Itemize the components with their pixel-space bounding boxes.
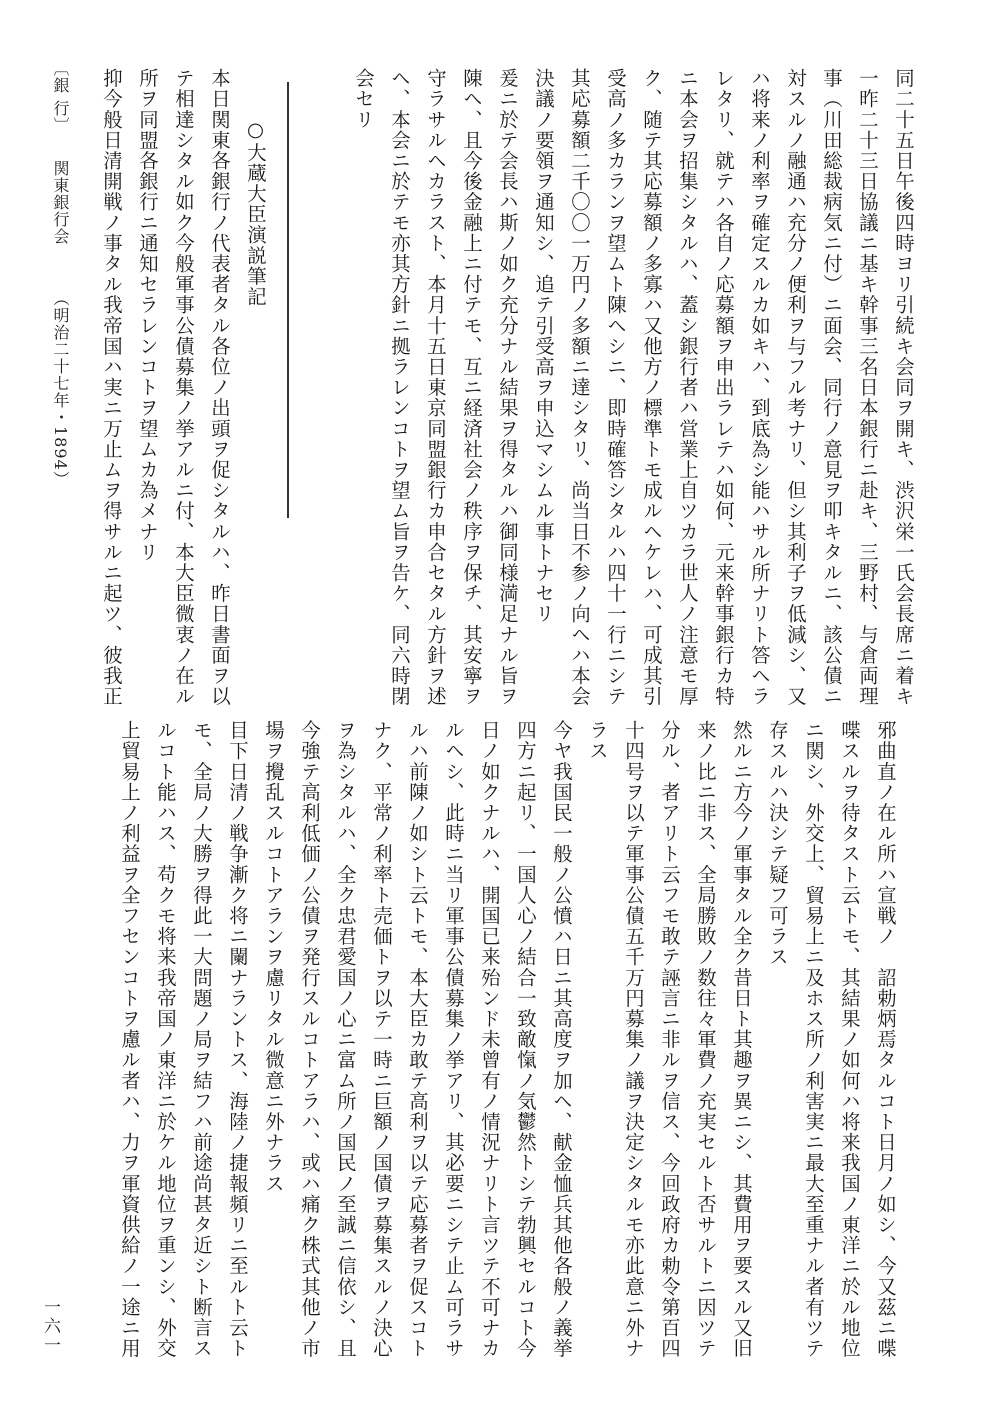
text-column: 然ルニ方今ノ軍事タル全ク昔日ト其趣ヲ異ニシ、其費用ヲ要スル又旧 — [730, 720, 753, 1359]
text-column: 対スルノ融通ハ充分ノ便利ヲ与フル考ナリ、但シ其利子ヲ低減シ、又 — [784, 68, 807, 707]
text-column: レタリ、就テハ各自ノ応募額ヲ申出ラレテハ如何、元来幹事銀行カ特 — [712, 68, 735, 707]
text-column: 受高ノ多カランヲ望ムト陳ヘシニ、即時確答シタルハ四十一行ニシテ — [604, 68, 627, 707]
text-column: 陳ヘ、且今後金融上ニ付テモ、互ニ経済社会ノ秩序ヲ保チ、其安寧ヲ — [460, 68, 483, 707]
text-column: 守ラサルヘカラスト、本月十五日東京同盟銀行カ申合セタル方針ヲ述 — [424, 68, 447, 707]
text-column: 爰ニ於テ会長ハ斯ノ如ク充分ナル結果ヲ得タルハ御同様満足ナル旨ヲ — [496, 68, 519, 707]
text-column: 会セリ — [352, 68, 375, 130]
text-column: 事（川田総裁病気ニ付）ニ面会、同行ノ意見ヲ叩キタルニ、該公債ニ — [820, 68, 843, 707]
text-column: 場ヲ攪乱スルコトアランヲ慮リタル微意ニ外ナラス — [262, 720, 285, 1194]
text-column: ルコト能ハス、苟クモ将来我帝国ノ東洋ニ於ケル地位ヲ重ンシ、外交 — [154, 720, 177, 1359]
text-column: 今強テ高利低価ノ公債ヲ発行スルコトアラハ、或ハ痛ク株式其他ノ市 — [298, 720, 321, 1359]
text-column: 決議ノ要領ヲ通知シ、追テ引受高ヲ申込マシムル事トナセリ — [532, 68, 555, 625]
text-column: 一昨二十三日協議ニ基キ幹事三名日本銀行ニ赴キ、三野村、与倉両理 — [856, 68, 879, 707]
text-column: ニ関シ、外交上、貿易上ニ及ホス所ノ利害実ニ最大至重ナル者有ツテ — [802, 720, 825, 1359]
text-column: ルハ前陳ノ如シト云トモ、本大臣カ敢テ高利ヲ以テ応募者ヲ促スコト — [406, 720, 429, 1359]
text-column: 上貿易上ノ利益ヲ全フセンコトヲ慮ル者ハ、力ヲ軍資供給ノ一途ニ用 — [118, 720, 141, 1359]
section-divider-rule — [287, 82, 289, 518]
text-column: 分ル、者アリト云フモ敢テ誣言ニ非ルヲ信ス、今回政府カ勅令第百四 — [658, 720, 681, 1359]
text-column: モ、全局ノ大勝ヲ得此一大問題ノ局ヲ結フハ前途尚甚タ近シト断言ス — [190, 720, 213, 1359]
text-column: 抑今般日清開戦ノ事タル我帝国ハ実ニ万止ムヲ得サルニ起ツ、彼我正 — [100, 68, 123, 707]
text-column: ク、随テ其応募額ノ多寡ハ又他方ノ標準トモ成ルヘケレハ、可成其引 — [640, 68, 663, 707]
text-column: 今ヤ我国民一般ノ公憤ハ日ニ其高度ヲ加ヘ、献金恤兵其他各般ノ義挙 — [550, 720, 573, 1359]
text-column: ハ将来ノ利率ヲ確定スルカ如キハ、到底為シ能ハサル所ナリト答ヘラ — [748, 68, 771, 707]
text-column: 目下日清ノ戦争漸ク将ニ闌ナラントス、海陸ノ捷報頻リニ至ルト云ト — [226, 720, 249, 1359]
footer-source: 関東銀行会 — [51, 160, 70, 245]
footer-category: 〔銀 行〕 — [51, 60, 70, 135]
text-column: ルヘシ、此時ニ当リ軍事公債募集ノ挙アリ、其必要ニシテ止ム可ラサ — [442, 720, 465, 1359]
page-number: 一六一 — [40, 1298, 60, 1355]
text-column: ヘ、本会ニ於テモ亦其方針ニ拠ラレンコトヲ望ム旨ヲ告ケ、同六時閉 — [388, 68, 411, 707]
section-heading: ○大蔵大臣演説筆記 — [244, 118, 267, 307]
text-column: 存スルハ決シテ疑フ可ラス — [766, 720, 789, 968]
text-column: 本日関東各銀行ノ代表者タル各位ノ出頭ヲ促シタルハ、昨日書面ヲ以 — [208, 68, 231, 707]
text-column: ラス — [586, 720, 609, 762]
text-column: 其応募額二千〇〇一万円ノ多額ニ達シタリ、尚当日不参ノ向ヘハ本会 — [568, 68, 591, 707]
text-column: 邪曲直ノ在ル所ハ宣戦ノ 詔勅炳焉タルコト日月ノ如シ、今又茲ニ喋 — [874, 720, 897, 1359]
text-column: ナク、平常ノ利率ト売価トヲ以テ一時ニ巨額ノ国債ヲ募集スルノ決心 — [370, 720, 393, 1359]
text-column: 十四号ヲ以テ軍事公債五千万円募集ノ議ヲ決定シタルモ亦此意ニ外ナ — [622, 720, 645, 1359]
text-column: ヲ為シタルハ、全ク忠君愛国ノ心ニ富ム所ノ国民ノ至誠ニ信依シ、且 — [334, 720, 357, 1359]
text-column: 喋スルヲ待タスト云トモ、其結果ノ如何ハ将来我国ノ東洋ニ於ル地位 — [838, 720, 861, 1359]
text-column: ニ本会ヲ招集シタルハ、蓋シ銀行者ハ営業上自ツカラ世人ノ注意モ厚 — [676, 68, 699, 707]
text-column: 日ノ如クナルハ、開国已来殆ンド未曾有ノ情況ナリト言ツテ不可ナカ — [478, 720, 501, 1359]
text-column: 来ノ比ニ非ス、全局勝敗ノ数往々軍費ノ充実セルト否サルトニ因ツテ — [694, 720, 717, 1359]
footer-date: （明治二十七年・1894） — [51, 290, 70, 488]
text-column: 四方ニ起リ、一国人心ノ結合一致敵愾ノ気鬱然トシテ勃興セルコト今 — [514, 720, 537, 1359]
text-column: テ相達シタル如ク今般軍事公債募集ノ挙アルニ付、本大臣微衷ノ在ル — [172, 68, 195, 707]
text-column: 同二十五日午後四時ヨリ引続キ会同ヲ開キ、渋沢栄一氏会長席ニ着キ — [892, 68, 915, 707]
text-column: 所ヲ同盟各銀行ニ通知セラレンコトヲ望ムカ為メナリ — [136, 68, 159, 563]
